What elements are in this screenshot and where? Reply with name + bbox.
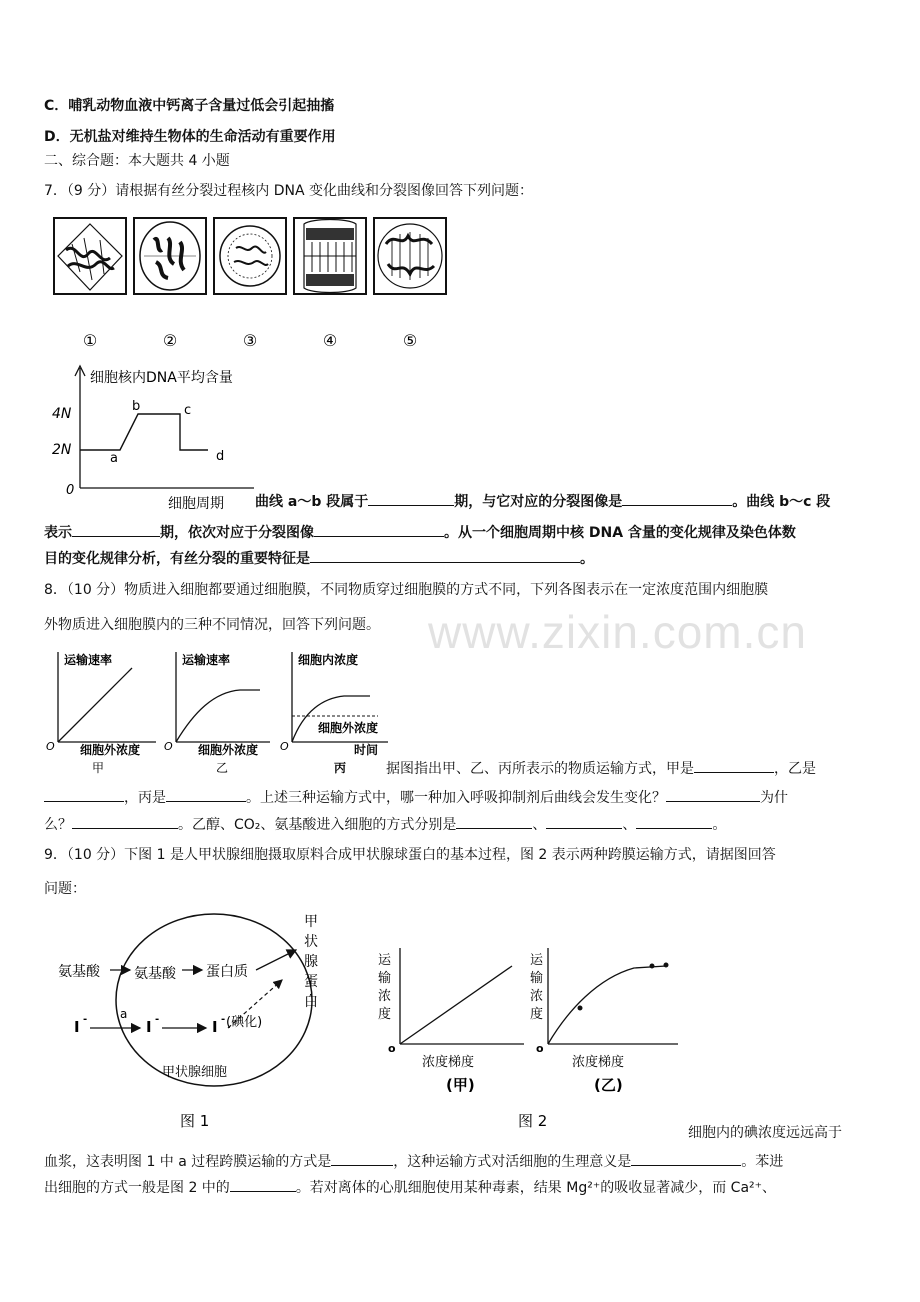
graph-jia bbox=[46, 652, 156, 775]
blank[interactable] bbox=[331, 1151, 393, 1166]
figure-1-caption: 图 1 bbox=[180, 1112, 210, 1130]
q9-heading-2: 问题： bbox=[44, 881, 86, 897]
blank[interactable] bbox=[456, 814, 532, 829]
q7-text-line3: 目的变化规律分析，有丝分裂的重要特征是 。 bbox=[44, 548, 594, 570]
dashed-label: 细胞外浓度 bbox=[318, 721, 379, 735]
q9-figure-2 bbox=[372, 940, 682, 1132]
blank[interactable] bbox=[230, 1177, 296, 1192]
q9-heading-1: 9．（10 分）下图 1 是人甲状腺细胞摄取原料合成甲状腺球蛋白的基本过程，图 2 表示两种跨膜运输方式，请据图回答 bbox=[44, 847, 776, 863]
q7-mitosis-images bbox=[50, 214, 450, 356]
image-label-2: ② bbox=[162, 331, 178, 350]
origin-jia: O bbox=[46, 740, 55, 753]
q7-text-line1: 曲线 a～b 段属于 期，与它对应的分裂图像是 。曲线 b～c 段 bbox=[255, 491, 830, 513]
dna-curve bbox=[80, 414, 208, 450]
blank[interactable] bbox=[368, 491, 454, 506]
iodide-converted: I bbox=[212, 1018, 218, 1036]
line-jia bbox=[58, 668, 132, 742]
ylabel-1: 运 bbox=[378, 953, 392, 968]
q7-text-line2: 表示 期，依次对应于分裂图像 。从一个细胞周期中核 DNA 含量的变化规律及染色体数 bbox=[44, 522, 796, 544]
blank[interactable] bbox=[166, 787, 246, 802]
name-yi: 乙 bbox=[216, 761, 229, 775]
point-a: a bbox=[110, 451, 118, 466]
iodide-inside: I bbox=[146, 1018, 152, 1036]
product-char-3: 腺 bbox=[304, 954, 318, 970]
graph-origin: 0 bbox=[66, 483, 75, 498]
blank[interactable] bbox=[636, 814, 712, 829]
line-graph2-jia bbox=[400, 966, 512, 1044]
section-heading: 二、综合题：本大题共 4 小题 bbox=[44, 153, 230, 169]
iodination-label: (碘化) bbox=[226, 1015, 263, 1030]
point-d: d bbox=[216, 449, 225, 464]
product-char-4: 蛋 bbox=[304, 974, 318, 990]
figure-2-caption: 图 2 bbox=[518, 1112, 548, 1130]
ylabel-2: 输 bbox=[378, 971, 392, 986]
curve-yi bbox=[176, 690, 260, 742]
xlabel-bing: 时间 bbox=[354, 743, 379, 757]
q9-text-line0: 细胞内的碘浓度远远高于 bbox=[688, 1125, 842, 1141]
curve-bing bbox=[292, 696, 370, 742]
q8-heading-1: 8．（10 分）物质进入细胞都要通过细胞膜，不同物质穿过细胞膜的方式不同，下列各图表示在一定浓度范围内细胞膜 bbox=[44, 582, 769, 598]
ylabel-4: 度 bbox=[378, 1007, 392, 1022]
blank[interactable] bbox=[310, 548, 580, 563]
watermark: www.zixin.com.cn bbox=[428, 606, 807, 658]
blank[interactable] bbox=[72, 522, 160, 537]
ylabel-3-b: 浓 bbox=[530, 989, 544, 1004]
ylabel-jia: 运输速率 bbox=[64, 653, 113, 667]
graph-ylabel: 细胞核内DNA平均含量 bbox=[90, 370, 233, 386]
mitosis-image-2 bbox=[134, 218, 206, 294]
option-d: D．无机盐对维持生物体的生命活动有重要作用 bbox=[44, 129, 336, 145]
ylabel-1-b: 运 bbox=[530, 953, 544, 968]
curve-graph2-yi bbox=[548, 966, 666, 1044]
q8-graphs bbox=[44, 650, 390, 776]
ylabel-4-b: 度 bbox=[530, 1007, 544, 1022]
blank[interactable] bbox=[546, 814, 622, 829]
ylabel-3: 浓 bbox=[378, 989, 392, 1004]
mitosis-image-4 bbox=[294, 218, 366, 294]
q7-dna-graph bbox=[44, 362, 264, 514]
blank[interactable] bbox=[44, 787, 124, 802]
mitosis-image-5 bbox=[374, 218, 446, 294]
ylabel-2-b: 输 bbox=[530, 971, 544, 986]
xlabel-graph2-jia: 浓度梯度 bbox=[422, 1055, 475, 1070]
graph-2n-tick: 2N bbox=[52, 442, 72, 458]
mitosis-image-3 bbox=[214, 218, 286, 294]
q9-text-line1: 血浆，这表明图 1 中 a 过程跨膜运输的方式是 ，这种运输方式对活细胞的生理意义是 。苯进 bbox=[44, 1151, 783, 1173]
origin-graph2-yi: o bbox=[536, 1042, 544, 1055]
image-label-5: ⑤ bbox=[402, 331, 418, 350]
label-graph2-jia: (甲) bbox=[446, 1076, 475, 1094]
q9-figure-1 bbox=[56, 912, 346, 1132]
aa-inside: 氨基酸 bbox=[134, 966, 176, 982]
blank[interactable] bbox=[622, 491, 732, 506]
option-c: C．哺乳动物血液中钙离子含量过低会引起抽搐 bbox=[44, 98, 335, 114]
blank[interactable] bbox=[694, 758, 774, 773]
blank[interactable] bbox=[72, 814, 178, 829]
svg-text:-: - bbox=[155, 1014, 160, 1025]
q8-heading-2: 外物质进入细胞膜内的三种不同情况，回答下列问题。 bbox=[44, 617, 380, 633]
blank[interactable] bbox=[666, 787, 760, 802]
blank[interactable] bbox=[314, 522, 444, 537]
blank[interactable] bbox=[631, 1151, 741, 1166]
origin-yi: O bbox=[164, 740, 173, 753]
product-char-2: 状 bbox=[304, 934, 318, 950]
point-c: c bbox=[184, 403, 192, 418]
thyroid-cell-outline bbox=[116, 914, 312, 1086]
graph2-jia bbox=[378, 948, 524, 1094]
ylabel-bing: 细胞内浓度 bbox=[298, 653, 359, 667]
name-bing: 丙 bbox=[334, 761, 347, 775]
mitosis-image-1 bbox=[54, 218, 126, 294]
q7-heading: 7．（9 分）请根据有丝分裂过程核内 DNA 变化曲线和分裂图像回答下列问题： bbox=[44, 183, 533, 199]
product-char-1: 甲 bbox=[304, 914, 318, 930]
xlabel-graph2-yi: 浓度梯度 bbox=[572, 1055, 625, 1070]
svg-text:-: - bbox=[221, 1014, 226, 1025]
aa-outside: 氨基酸 bbox=[58, 964, 100, 980]
iodide-outside: I bbox=[74, 1018, 80, 1036]
graph2-yi bbox=[530, 948, 678, 1094]
origin-graph2-jia: o bbox=[388, 1042, 396, 1055]
protein: 蛋白质 bbox=[206, 964, 248, 980]
q8-text-line2: ，丙是 。上述三种运输方式中，哪一种加入呼吸抑制剂后曲线会发生变化？ 为什 bbox=[44, 787, 788, 809]
q8-text-line3: 么？ 。乙醇、CO₂、氨基酸进入细胞的方式分别是 、 、 。 bbox=[44, 814, 726, 836]
graph-yi bbox=[164, 652, 270, 775]
image-label-3: ③ bbox=[242, 331, 258, 350]
ylabel-yi: 运输速率 bbox=[182, 653, 231, 667]
q8-text-line1: 据图指出甲、乙、丙所表示的物质运输方式，甲是 ，乙是 bbox=[386, 758, 816, 780]
point-b: b bbox=[132, 399, 141, 414]
graph-bing bbox=[280, 652, 388, 775]
cell-label: 甲状腺细胞 bbox=[162, 1065, 228, 1080]
image-label-1: ① bbox=[82, 331, 98, 350]
graph-4n-tick: 4N bbox=[52, 406, 72, 422]
svg-text:-: - bbox=[83, 1014, 88, 1025]
q9-text-line2: 出细胞的方式一般是图 2 中的 。若对离体的心肌细胞使用某种毒素，结果 Mg²⁺的吸收显著减少，而 Ca²⁺、 bbox=[44, 1177, 776, 1199]
image-label-4: ④ bbox=[322, 331, 338, 350]
origin-bing: O bbox=[280, 740, 289, 753]
process-a-label: a bbox=[120, 1007, 128, 1021]
name-jia: 甲 bbox=[92, 761, 105, 775]
xlabel-jia: 细胞外浓度 bbox=[80, 743, 141, 757]
graph-xlabel: 细胞周期 bbox=[168, 496, 224, 512]
label-graph2-yi: (乙) bbox=[594, 1076, 623, 1094]
product-char-5: 白 bbox=[304, 994, 318, 1010]
xlabel-yi: 细胞外浓度 bbox=[198, 743, 259, 757]
